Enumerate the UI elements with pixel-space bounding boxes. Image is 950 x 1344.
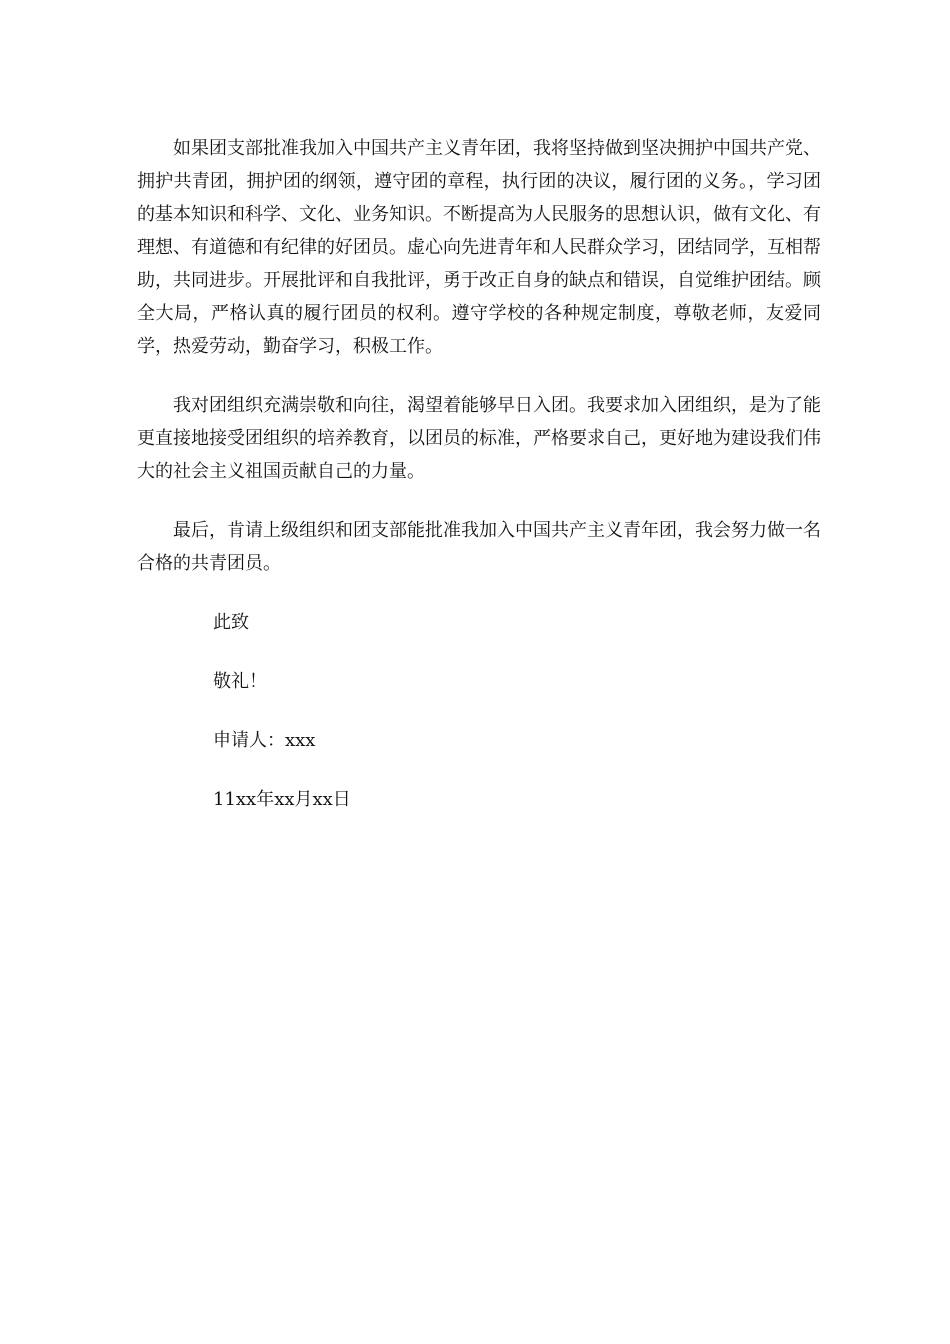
closing-phrase: 此致	[213, 612, 249, 633]
salutation: 敬礼！	[213, 671, 267, 692]
paragraph-request: 最后，肯请上级组织和团支部能批准我加入中国共产主义青年团，我会努力做一名合格的共青团员。	[137, 520, 821, 574]
letter-body	[137, 132, 821, 842]
paragraph-commitment: 如果团支部批准我加入中国共产主义青年团，我将坚持做到坚决拥护中国共产党、拥护共青团，拥护团的纲领，遵守团的章程，执行团的决议，履行团的义务。，学习团的基本知识和科学、文化、业务知识。不断提高为人民服务的思想认识，做有文化、有理想、有道德和有纪律的好团员。虚心向先进青年和人民群众学习，团结同学，互相帮助，共同进步。开展批评和自我批评，勇于改正自身的缺点和错误，自觉维护团结。顾全大局，严格认真的履行团员的权利。遵守学校的各种规定制度，尊敬老师，友爱同学，热爱劳动，勤奋学习，积极工作。	[137, 138, 821, 357]
paragraph-aspiration: 我对团组织充满崇敬和向往，渴望着能够早日入团。我要求加入团组织，是为了能更直接地接受团组织的培养教育，以团员的标准，严格要求自己，更好地为建设我们伟大的社会主义祖国贡献自己的力量。	[137, 395, 821, 482]
applicant-signature: 申请人：xxx	[213, 730, 316, 751]
letter-date: 11xx年xx月xx日	[213, 789, 351, 810]
